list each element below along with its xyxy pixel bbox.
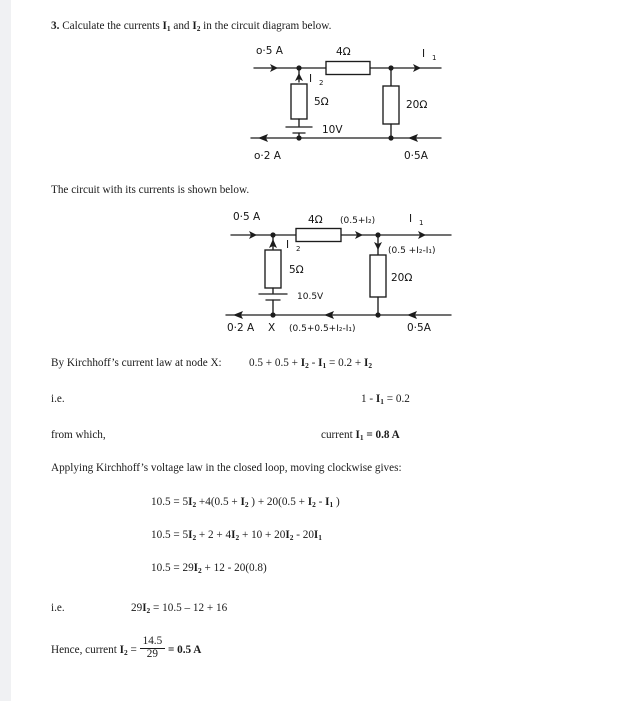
circuit1-label-I2-sub: 2 — [319, 79, 324, 87]
ie-equation-2: $29I_2 = 10.5 - 12 + 16$ — [131, 602, 228, 616]
circuit1-label-5ohm: 5Ω — [314, 96, 329, 108]
circuit2-label-top-left: 0·5 A — [233, 211, 261, 223]
circuit2-bottom-current: (0.5+0.5+I₂-I₁) — [289, 324, 356, 333]
final-answer-line — [51, 635, 202, 663]
kvl-label: Applying Kirchhoff’s voltage law in the closed loop, moving clockwise gives: — [51, 462, 402, 474]
circuit-diagram-1 — [236, 42, 451, 167]
problem-i1: I — [162, 20, 167, 32]
problem-i1-sub: 1 — [166, 24, 171, 34]
final-equals: = — [127, 643, 140, 656]
circuit1-label-top-left: o·5 A — [256, 45, 283, 57]
ie-label-2: i.e. — [51, 602, 65, 614]
circuit2-label-5ohm: 5Ω — [289, 264, 304, 276]
kcl-label: By Kirchhoff’s current law at node X: — [51, 357, 222, 369]
kvl-line-1: $10.5 = 5I_2 +4(0.5 + I_2$ ) + $20(0.5 + I_2 - I_1$ ) — [151, 496, 340, 510]
circuit-diagram-2 — [211, 203, 481, 333]
circuit2-label-I1-sub: 1 — [419, 219, 424, 227]
problem-statement — [51, 19, 331, 33]
problem-text-between: and — [170, 20, 193, 32]
circuit2-label-20ohm: 20Ω — [391, 272, 413, 284]
ie-label-1: i.e. — [51, 393, 65, 405]
circuit2-label-I2-sub: 2 — [296, 245, 301, 253]
problem-i2: I — [192, 20, 197, 32]
circuit1-label-I1: I — [422, 48, 426, 60]
problem-number: 3. — [51, 20, 60, 32]
document-page — [11, 0, 632, 701]
left-margin-strip — [0, 0, 11, 701]
circuit1-label-bottom-left: o·2 A — [254, 150, 281, 162]
final-fraction — [140, 636, 166, 661]
circuit1-label-4ohm: 4Ω — [336, 46, 351, 58]
circuit2-label-10-5V: 10.5V — [297, 292, 324, 302]
final-i2: I — [119, 643, 124, 656]
final-label: Hence, current — [51, 643, 120, 656]
circuit2-branch-top-current: (0.5+I₂) — [340, 216, 376, 226]
problem-text-before: Calculate the currents — [62, 20, 163, 32]
circuit1-label-bottom-right: 0·5A — [404, 150, 428, 162]
circuit2-label-bottom-left: 0·2 A — [227, 322, 255, 333]
final-i2-sub: 2 — [124, 647, 128, 657]
circuit1-label-10V: 10V — [322, 124, 343, 136]
circuit2-branch-20ohm-current: (0.5 +I₂-I₁) — [388, 246, 436, 256]
circuit2-label-bottom-right: 0·5A — [407, 322, 431, 333]
kcl-equation: $0.5 + 0.5 + I_2 - I_1 = 0.2 + I_2$ — [249, 357, 373, 371]
problem-i2-sub: 2 — [196, 24, 201, 34]
kvl-line-3: $10.5 = 29I_2 + 12 - 20(0.8)$ — [151, 562, 267, 576]
circuit1-label-I1-sub: 1 — [432, 54, 437, 62]
kvl-line-2: $10.5 = 5I_2 + 2 + 4I_2 + 10 + 20I_2 - 20I_1$ — [151, 529, 322, 543]
circuit1-label-20ohm: 20Ω — [406, 99, 428, 111]
from-which-equation: current $I_1 = 0.8$ A — [321, 429, 400, 443]
circuit2-label-4ohm: 4Ω — [308, 214, 323, 226]
ie-equation-1: $1 - I_1 = 0.2$ — [361, 393, 410, 407]
from-which-label: from which, — [51, 429, 106, 441]
intro-line: The circuit with its currents is shown below. — [51, 184, 250, 196]
fraction-denominator: 29 — [140, 648, 166, 661]
circuit2-node-label: X — [268, 322, 276, 333]
circuit2-label-I2: I — [286, 239, 290, 251]
circuit1-label-I2: I — [309, 73, 313, 85]
fraction-numerator: 14.5 — [142, 635, 163, 648]
final-result: = 0.5 A — [165, 643, 202, 656]
circuit2-label-I1: I — [409, 213, 413, 225]
problem-text-after: in the circuit diagram below. — [200, 20, 332, 32]
